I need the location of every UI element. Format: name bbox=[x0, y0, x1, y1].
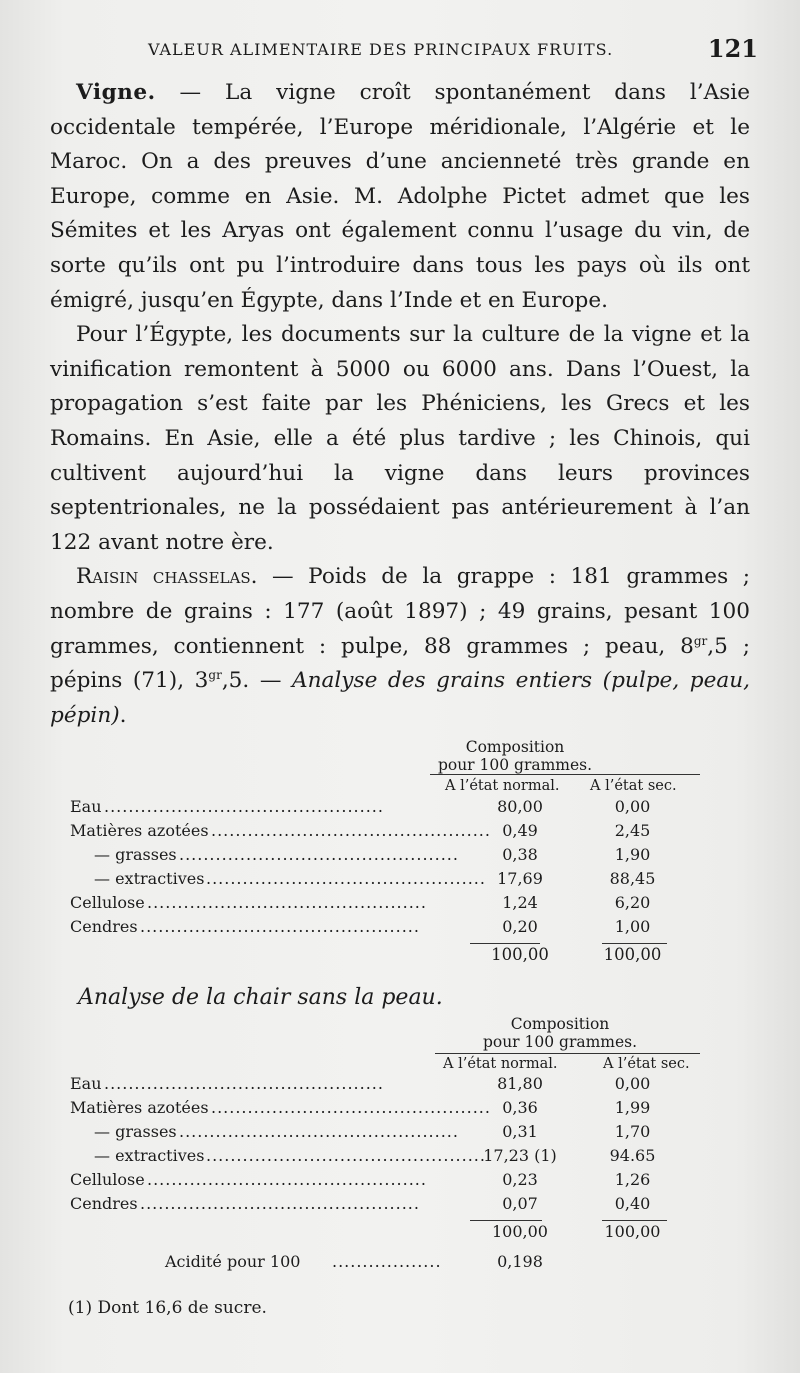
table2-comp-line2: pour 100 grammes. bbox=[482, 1033, 638, 1051]
acidity-value: 0,198 bbox=[497, 1252, 543, 1271]
leader-dots: .............................................. bbox=[211, 821, 491, 840]
raisin-text-c: ,5. — bbox=[221, 668, 293, 694]
table2-col1: A l’état normal. bbox=[443, 1056, 558, 1072]
leader-dots: .............................................. bbox=[211, 1098, 491, 1117]
unit-sup: gr bbox=[693, 633, 708, 648]
value-normal: 1,24 bbox=[502, 893, 538, 912]
value-sec: 88,45 bbox=[609, 869, 656, 888]
acidity-label: Acidité pour 100 bbox=[165, 1252, 301, 1271]
leader-dots: .............................................. bbox=[147, 1170, 427, 1189]
value-normal: 0,31 bbox=[502, 1122, 538, 1141]
leader-dots: .............................................. bbox=[206, 869, 486, 888]
value-sec: 1,70 bbox=[614, 1122, 651, 1141]
row-label: Matières azotées bbox=[70, 1098, 209, 1117]
table1-comp-line2: pour 100 grammes. bbox=[437, 756, 593, 774]
value-sec: 0,00 bbox=[614, 797, 651, 816]
value-normal: 0,20 bbox=[502, 917, 538, 936]
table-row bbox=[70, 821, 680, 845]
raisin-text-a: — Poids de la grappe : 181 grammes ; nombre de grains : 177 (août 1897) ; 49 grains, pesant 100 grammes, contiennent : pulpe, 88 grammes ; peau, 8 bbox=[50, 564, 750, 659]
footnote: (1) Dont 16,6 de sucre. bbox=[68, 1298, 267, 1318]
table2-total-sec: 100,00 bbox=[604, 1222, 661, 1241]
table1-total-sec: 100,00 bbox=[603, 945, 662, 964]
table2-col2: A l’état sec. bbox=[603, 1056, 690, 1072]
leader-dots: .............................................. bbox=[104, 1074, 384, 1093]
table-row bbox=[70, 1146, 680, 1170]
unit-sup: gr bbox=[208, 667, 222, 682]
table1-total-row bbox=[70, 945, 680, 969]
value-normal: 81,80 bbox=[497, 1074, 543, 1093]
leader-dots: .............................................. bbox=[140, 917, 420, 936]
analysis-title-1: Analyse des grains entiers (pulpe, peau, pépin) bbox=[50, 668, 751, 728]
paragraph-vigne bbox=[50, 76, 750, 318]
table1-total-normal: 100,00 bbox=[491, 945, 549, 964]
paragraph-egypte: Pour l’Égypte, les documents sur la culture de la vigne et la vinification remontent à 5000 ou 6000 ans. Dans l’Ouest, la propagation s’est faite par les Phéniciens, les Grecs et les Romains. En Asie, elle a été plus tardive ; les Chinois, qui cultivent aujourd’hui la vigne dans leurs provinces septentrionales, ne la possédaient pas antérieurement à l’an 122 avant notre ère. bbox=[50, 322, 750, 555]
row-label: — extractives bbox=[94, 869, 205, 888]
table-row bbox=[70, 893, 680, 917]
table-row bbox=[70, 917, 680, 941]
value-sec: 2,45 bbox=[614, 821, 651, 840]
leader-dots: .............................................. bbox=[147, 893, 427, 912]
leader-dots: .............................................. bbox=[140, 1194, 420, 1213]
table1-col2: A l’état sec. bbox=[590, 778, 677, 794]
table2-total-row bbox=[70, 1222, 680, 1246]
table1-total-rule-1 bbox=[470, 943, 540, 944]
row-label: Eau bbox=[70, 797, 102, 816]
paragraph-vigne-text: — La vigne croît spontanément dans l’Asie occidentale tempérée, l’Europe méridionale, l’Algérie et le Maroc. On a des preuves d’une ancienneté très grande en Europe, comme en Asie. M. Adolphe Pictet admet que les Sémites et les Aryas ont également connu l’usage du vin, de sorte qu’ils ont pu l’introduire dans tous les pays où ils ont émigré, jusqu’en Égypte, dans l’Inde et en Europe. bbox=[50, 80, 750, 313]
table-row bbox=[70, 869, 680, 893]
value-normal: 0,38 bbox=[502, 845, 538, 864]
value-sec: 1,00 bbox=[614, 917, 651, 936]
table-row bbox=[70, 845, 680, 869]
leader-dots: .............................................. bbox=[206, 1146, 486, 1165]
raisin-heading: Raisin chasselas. bbox=[76, 564, 258, 590]
table1-total-rule-2 bbox=[602, 943, 667, 944]
raisin-text-end: . bbox=[119, 702, 127, 728]
table1-comp-line1: Composition bbox=[465, 738, 565, 756]
body-text bbox=[50, 76, 750, 733]
value-normal: 0,23 bbox=[502, 1170, 538, 1189]
row-label: Cellulose bbox=[70, 893, 145, 912]
table1-header bbox=[405, 738, 625, 774]
running-title: VALEUR ALIMENTAIRE DES PRINCIPAUX FRUITS. bbox=[148, 40, 614, 59]
row-label: Cendres bbox=[70, 1194, 138, 1213]
value-sec: 94.65 bbox=[609, 1146, 656, 1165]
table2-header bbox=[455, 1015, 665, 1051]
row-label: Cellulose bbox=[70, 1170, 145, 1189]
value-sec: 1,99 bbox=[614, 1098, 651, 1117]
leader-dots: .............................................. bbox=[179, 1122, 459, 1141]
value-sec: 0,40 bbox=[614, 1194, 651, 1213]
row-label: — grasses bbox=[94, 1122, 177, 1141]
value-normal: 17,69 bbox=[497, 869, 543, 888]
raisin-text-b: ,5 ; pépins (71), 3 bbox=[50, 633, 750, 694]
row-label: Eau bbox=[70, 1074, 102, 1093]
table-row bbox=[70, 1098, 680, 1122]
table-row bbox=[70, 1170, 680, 1194]
row-label: Matières azotées bbox=[70, 821, 209, 840]
table-row bbox=[70, 1074, 680, 1098]
table2-total-normal: 100,00 bbox=[492, 1222, 548, 1241]
table2-total-rule-2 bbox=[602, 1220, 667, 1221]
value-sec: 1,26 bbox=[614, 1170, 651, 1189]
table-row bbox=[70, 797, 680, 821]
leader-dots: .............................................. bbox=[104, 797, 384, 816]
table2-total-rule-1 bbox=[470, 1220, 542, 1221]
table1-brace-rule bbox=[430, 774, 700, 775]
value-normal: 0,07 bbox=[502, 1194, 538, 1213]
analysis-title-2: Analyse de la chair sans la peau. bbox=[78, 985, 443, 1010]
row-label: — grasses bbox=[94, 845, 177, 864]
leader-dots: .............................................. bbox=[179, 845, 459, 864]
running-header bbox=[148, 34, 758, 63]
table-row bbox=[70, 1122, 680, 1146]
row-label: Cendres bbox=[70, 917, 138, 936]
acidity-row bbox=[70, 1252, 680, 1276]
acidity-dots: .................. bbox=[332, 1252, 442, 1271]
paragraph-raisin bbox=[50, 560, 750, 733]
value-normal: 0,49 bbox=[502, 821, 538, 840]
table1-col1: A l’état normal. bbox=[445, 778, 560, 794]
row-label: — extractives bbox=[94, 1146, 205, 1165]
value-sec: 6,20 bbox=[614, 893, 651, 912]
value-normal: 80,00 bbox=[497, 797, 543, 816]
value-sec: 0,00 bbox=[614, 1074, 651, 1093]
value-normal: 0,36 bbox=[502, 1098, 538, 1117]
table2-comp-line1: Composition bbox=[510, 1015, 610, 1033]
table-row bbox=[70, 1194, 680, 1218]
value-sec: 1,90 bbox=[614, 845, 651, 864]
value-normal: 17,23 (1) bbox=[483, 1146, 557, 1165]
page-number: 121 bbox=[707, 34, 758, 63]
table2-brace-rule bbox=[435, 1053, 700, 1054]
section-title-vigne: Vigne. bbox=[76, 80, 156, 105]
